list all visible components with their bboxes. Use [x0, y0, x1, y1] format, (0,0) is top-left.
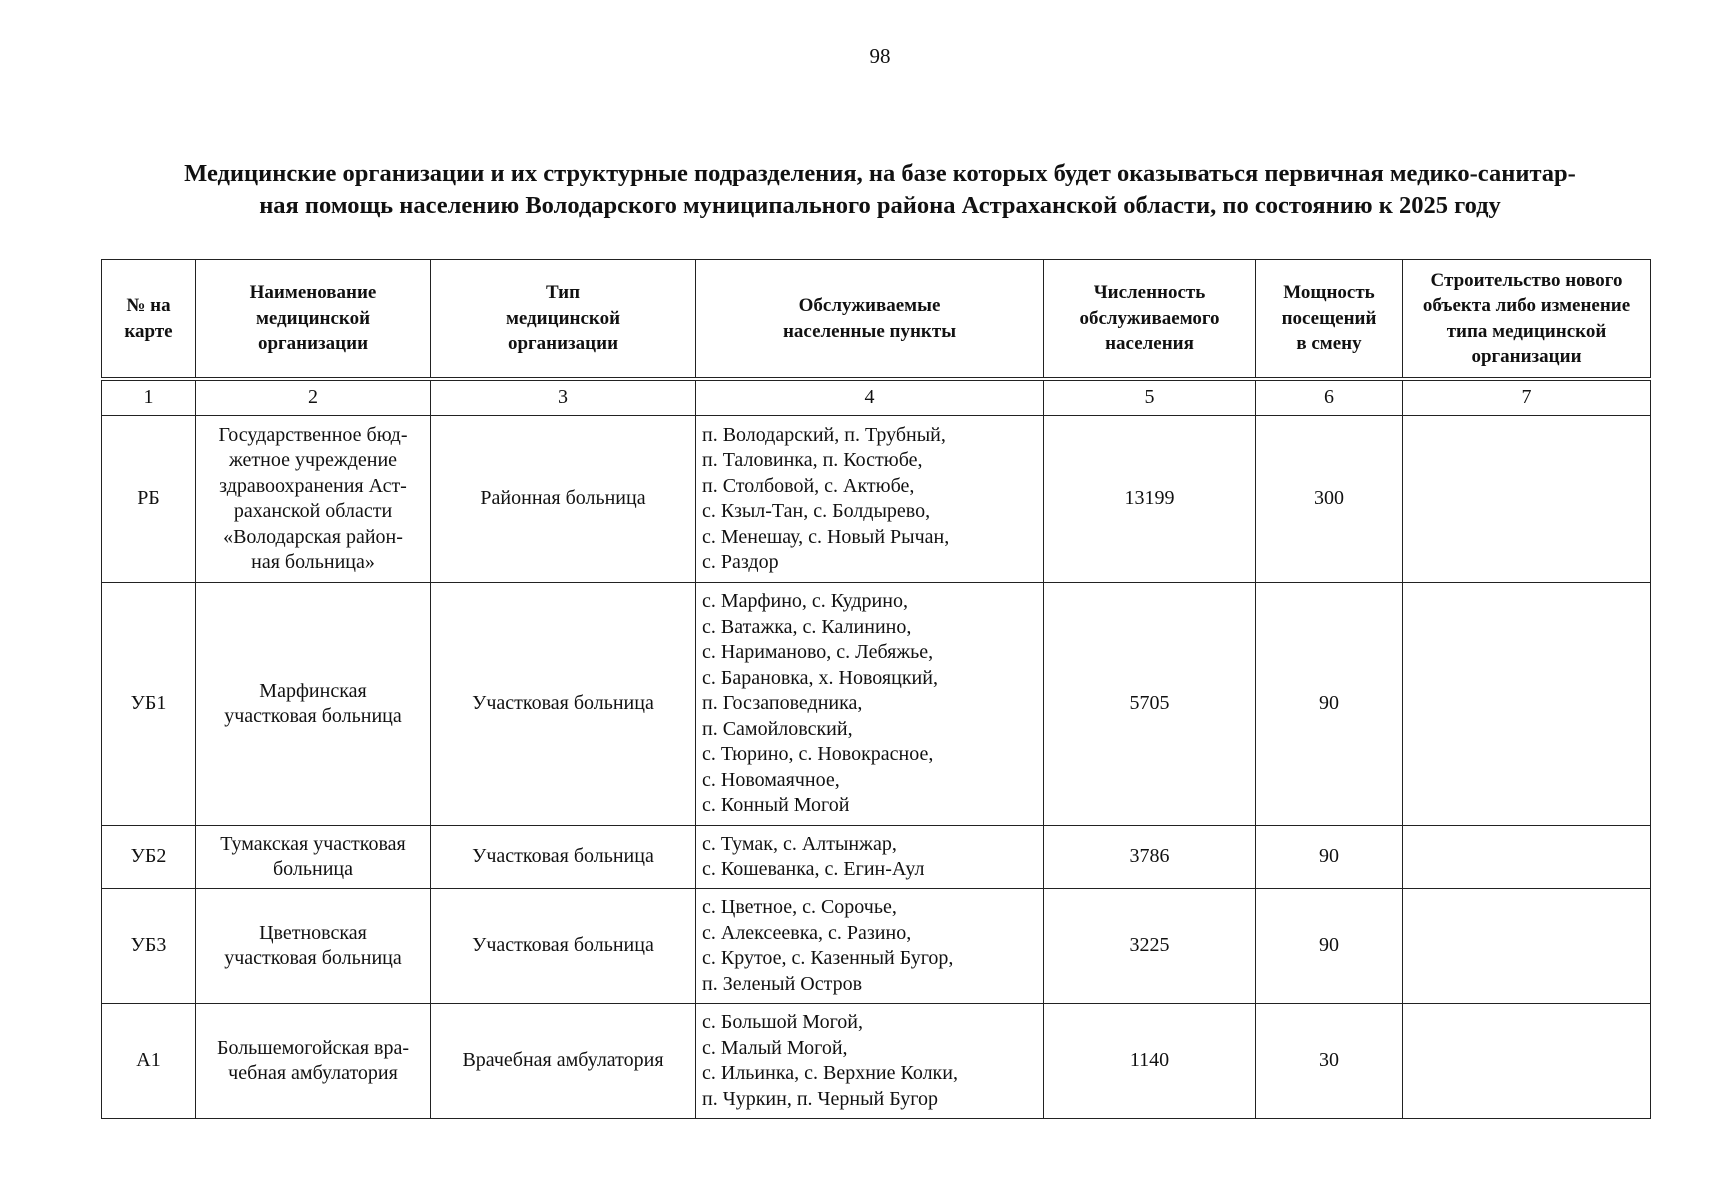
- served-places-cell: с. Марфино, с. Кудрино, с. Ватажка, с. Калинино, с. Нариманово, с. Лебяжье, с. Барановка, х. Новояцкий, п. Госзаповедника, п. Самойловский, с. Тюрино, с. Новокрасное, с. Новомаячное, с. Конный Могой: [696, 583, 1044, 826]
- served-places-cell: с. Тумак, с. Алтынжар, с. Кошеванка, с. Егин-Аул: [696, 826, 1044, 889]
- column-number-row: [102, 379, 1651, 416]
- construction-cell: [1403, 889, 1651, 1004]
- capacity-cell: 300: [1256, 416, 1403, 583]
- org-name-cell: Марфинская участковая больница: [196, 583, 431, 826]
- capacity-cell: 30: [1256, 1004, 1403, 1119]
- header-construction: Строительство нового объекта либо изменение типа медицинской организации: [1403, 260, 1651, 380]
- capacity-cell: 90: [1256, 889, 1403, 1004]
- header-row: [102, 260, 1651, 380]
- map-number-cell: УБ1: [102, 583, 196, 826]
- column-number: 5: [1044, 379, 1256, 416]
- header-population: Численность обслуживаемого населения: [1044, 260, 1256, 380]
- title-line: Медицинские организации и их структурные подразделения, на базе которых будет оказываться первичная медико-санитар-: [184, 160, 1576, 187]
- construction-cell: [1403, 583, 1651, 826]
- served-places-cell: с. Цветное, с. Сорочье, с. Алексеевка, с. Разино, с. Крутое, с. Казенный Бугор, п. Зеленый Остров: [696, 889, 1044, 1004]
- page-number: 98: [869, 44, 891, 68]
- header-org-type: Тип медицинской организации: [431, 260, 696, 380]
- org-name-cell: Тумакская участковая больница: [196, 826, 431, 889]
- org-name-cell: Государственное бюд- жетное учреждение здравоохранения Аст- раханской области «Володарская район- ная больница»: [196, 416, 431, 583]
- medical-organizations-table: [101, 259, 1651, 1119]
- population-cell: 13199: [1044, 416, 1256, 583]
- table-row: [102, 416, 1651, 583]
- construction-cell: [1403, 826, 1651, 889]
- map-number-cell: А1: [102, 1004, 196, 1119]
- document-title: [100, 158, 1660, 222]
- capacity-cell: 90: [1256, 826, 1403, 889]
- column-number: 6: [1256, 379, 1403, 416]
- table-row: [102, 1004, 1651, 1119]
- header-map-no: № на карте: [102, 260, 196, 380]
- column-number: 2: [196, 379, 431, 416]
- population-cell: 3225: [1044, 889, 1256, 1004]
- header-org-name: Наименование медицинской организации: [196, 260, 431, 380]
- column-number: 3: [431, 379, 696, 416]
- capacity-cell: 90: [1256, 583, 1403, 826]
- org-type-cell: Участковая больница: [431, 826, 696, 889]
- population-cell: 1140: [1044, 1004, 1256, 1119]
- org-name-cell: Большемогойская вра- чебная амбулатория: [196, 1004, 431, 1119]
- org-name-cell: Цветновская участковая больница: [196, 889, 431, 1004]
- population-cell: 3786: [1044, 826, 1256, 889]
- table-row: [102, 889, 1651, 1004]
- construction-cell: [1403, 416, 1651, 583]
- org-type-cell: Участковая больница: [431, 889, 696, 1004]
- table-row: [102, 826, 1651, 889]
- header-served-places: Обслуживаемые населенные пункты: [696, 260, 1044, 380]
- title-line: ная помощь населению Володарского муниципального района Астраханской области, по состоянию к 2025 году: [259, 192, 1501, 219]
- table-row: [102, 583, 1651, 826]
- population-cell: 5705: [1044, 583, 1256, 826]
- column-number: 4: [696, 379, 1044, 416]
- org-type-cell: Участковая больница: [431, 583, 696, 826]
- header-capacity: Мощность посещений в смену: [1256, 260, 1403, 380]
- map-number-cell: УБ3: [102, 889, 196, 1004]
- served-places-cell: с. Большой Могой, с. Малый Могой, с. Ильинка, с. Верхние Колки, п. Чуркин, п. Черный Бугор: [696, 1004, 1044, 1119]
- column-number: 1: [102, 379, 196, 416]
- map-number-cell: УБ2: [102, 826, 196, 889]
- map-number-cell: РБ: [102, 416, 196, 583]
- org-type-cell: Районная больница: [431, 416, 696, 583]
- column-number: 7: [1403, 379, 1651, 416]
- construction-cell: [1403, 1004, 1651, 1119]
- served-places-cell: п. Володарский, п. Трубный, п. Таловинка, п. Костюбе, п. Столбовой, с. Актюбе, с. Кзыл-Тан, с. Болдырево, с. Менешау, с. Новый Рычан, с. Раздор: [696, 416, 1044, 583]
- org-type-cell: Врачебная амбулатория: [431, 1004, 696, 1119]
